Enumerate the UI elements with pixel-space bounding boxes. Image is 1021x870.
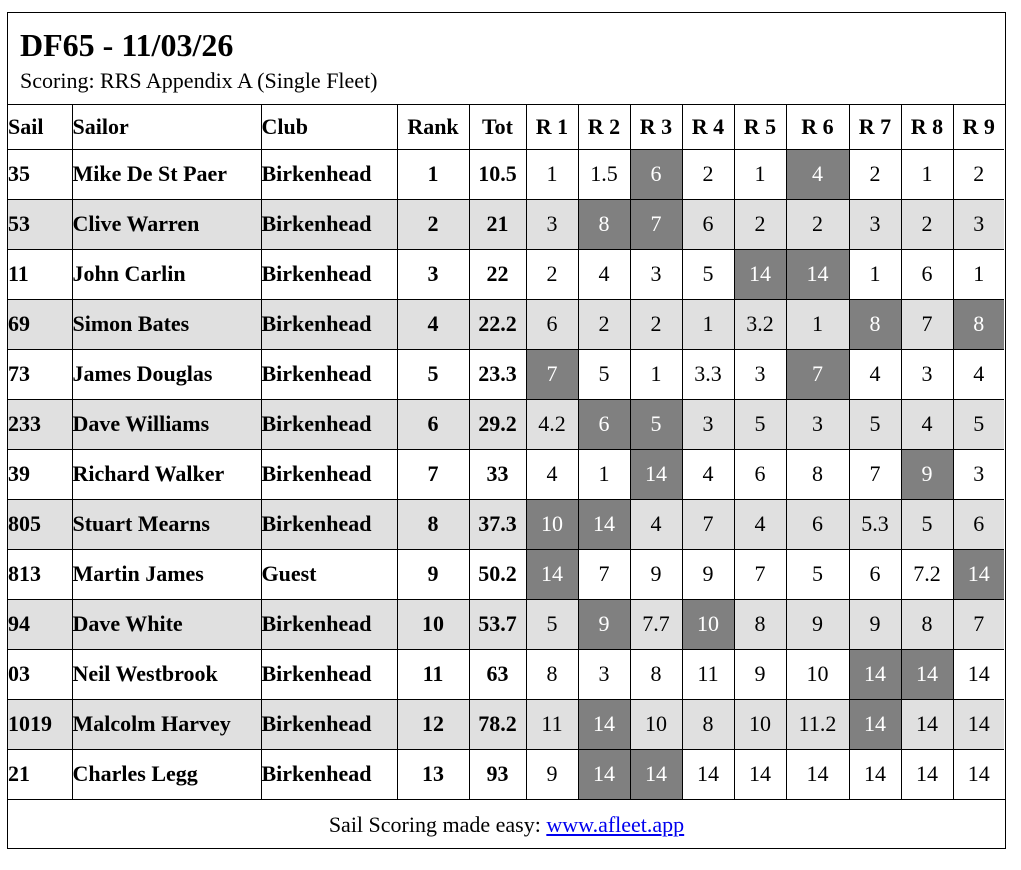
race-score-cell: 1 [578, 449, 630, 499]
race-score-cell: 6 [901, 249, 953, 299]
race-score-cell: 4.2 [526, 399, 578, 449]
table-row [8, 199, 1004, 249]
total-cell: 22 [469, 249, 526, 299]
race-score-cell: 14 [953, 699, 1004, 749]
discarded-race-score-cell: 5 [630, 399, 682, 449]
discarded-race-score-cell: 14 [901, 649, 953, 699]
total-cell: 23.3 [469, 349, 526, 399]
discarded-race-score-cell: 14 [526, 549, 578, 599]
column-header-r-6: R 6 [786, 105, 849, 149]
race-score-cell: 2 [901, 199, 953, 249]
sail-cell: 21 [8, 749, 72, 799]
page-title: DF65 - 11/03/26 [20, 27, 234, 63]
table-row [8, 299, 1004, 349]
race-score-cell: 1 [734, 149, 786, 199]
race-score-cell: 4 [953, 349, 1004, 399]
race-score-cell: 14 [953, 749, 1004, 799]
club-cell: Birkenhead [261, 599, 397, 649]
sail-cell: 35 [8, 149, 72, 199]
table-row [8, 699, 1004, 749]
table-row [8, 599, 1004, 649]
race-score-cell: 8 [526, 649, 578, 699]
table-row [8, 399, 1004, 449]
race-score-cell: 5 [953, 399, 1004, 449]
race-score-cell: 1 [526, 149, 578, 199]
race-score-cell: 3.2 [734, 299, 786, 349]
race-score-cell: 8 [901, 599, 953, 649]
race-score-cell: 2 [849, 149, 901, 199]
race-score-cell: 14 [786, 749, 849, 799]
afleet-link[interactable]: www.afleet.app [546, 812, 685, 837]
race-score-cell: 5 [734, 399, 786, 449]
race-score-cell: 6 [526, 299, 578, 349]
table-row [8, 549, 1004, 599]
race-score-cell: 4 [682, 449, 734, 499]
column-header-r-4: R 4 [682, 105, 734, 149]
race-score-cell: 9 [526, 749, 578, 799]
discarded-race-score-cell: 14 [953, 549, 1004, 599]
race-score-cell: 6 [734, 449, 786, 499]
discarded-race-score-cell: 14 [578, 699, 630, 749]
total-cell: 63 [469, 649, 526, 699]
race-score-cell: 5 [578, 349, 630, 399]
rank-cell: 11 [397, 649, 469, 699]
race-score-cell: 5.3 [849, 499, 901, 549]
race-score-cell: 4 [630, 499, 682, 549]
sailor-cell: Stuart Mearns [72, 499, 261, 549]
race-score-cell: 2 [734, 199, 786, 249]
race-score-cell: 10 [786, 649, 849, 699]
race-score-cell: 10 [734, 699, 786, 749]
column-header-r-3: R 3 [630, 105, 682, 149]
column-header-r-8: R 8 [901, 105, 953, 149]
sail-cell: 73 [8, 349, 72, 399]
footer-text: Sail Scoring made easy: [328, 812, 547, 837]
discarded-race-score-cell: 7 [786, 349, 849, 399]
race-score-cell: 4 [901, 399, 953, 449]
race-score-cell: 1 [786, 299, 849, 349]
club-cell: Birkenhead [261, 749, 397, 799]
race-score-cell: 9 [734, 649, 786, 699]
table-row [8, 499, 1004, 549]
race-score-cell: 7.7 [630, 599, 682, 649]
race-score-cell: 7 [734, 549, 786, 599]
rank-cell: 7 [397, 449, 469, 499]
race-score-cell: 9 [630, 549, 682, 599]
club-cell: Birkenhead [261, 299, 397, 349]
race-score-cell: 11 [682, 649, 734, 699]
race-score-cell: 8 [786, 449, 849, 499]
sail-cell: 53 [8, 199, 72, 249]
sail-cell: 03 [8, 649, 72, 699]
club-cell: Birkenhead [261, 349, 397, 399]
discarded-race-score-cell: 14 [849, 699, 901, 749]
sailor-cell: Dave White [72, 599, 261, 649]
sailor-cell: Mike De St Paer [72, 149, 261, 199]
race-score-cell: 14 [901, 699, 953, 749]
race-score-cell: 5 [682, 249, 734, 299]
race-score-cell: 14 [682, 749, 734, 799]
table-body [8, 149, 1004, 799]
club-cell: Birkenhead [261, 449, 397, 499]
sail-cell: 1019 [8, 699, 72, 749]
race-score-cell: 2 [953, 149, 1004, 199]
rank-cell: 2 [397, 199, 469, 249]
race-score-cell: 7 [953, 599, 1004, 649]
race-score-cell: 3 [630, 249, 682, 299]
total-cell: 53.7 [469, 599, 526, 649]
total-cell: 50.2 [469, 549, 526, 599]
rank-cell: 9 [397, 549, 469, 599]
club-cell: Birkenhead [261, 699, 397, 749]
race-score-cell: 3.3 [682, 349, 734, 399]
column-header-r-2: R 2 [578, 105, 630, 149]
rank-cell: 8 [397, 499, 469, 549]
table-row [8, 649, 1004, 699]
race-score-cell: 1 [953, 249, 1004, 299]
race-score-cell: 11 [526, 699, 578, 749]
sail-cell: 39 [8, 449, 72, 499]
race-score-cell: 4 [578, 249, 630, 299]
sail-cell: 805 [8, 499, 72, 549]
discarded-race-score-cell: 14 [734, 249, 786, 299]
column-header-r-7: R 7 [849, 105, 901, 149]
sailor-cell: Simon Bates [72, 299, 261, 349]
race-score-cell: 8 [682, 699, 734, 749]
column-header-r-1: R 1 [526, 105, 578, 149]
column-header-tot: Tot [469, 105, 526, 149]
sailor-cell: Charles Legg [72, 749, 261, 799]
race-score-cell: 2 [630, 299, 682, 349]
sailor-cell: Richard Walker [72, 449, 261, 499]
results-sheet [7, 12, 1006, 849]
sailor-cell: John Carlin [72, 249, 261, 299]
race-score-cell: 2 [578, 299, 630, 349]
rank-cell: 5 [397, 349, 469, 399]
table-header-row [8, 105, 1004, 149]
total-cell: 22.2 [469, 299, 526, 349]
club-cell: Birkenhead [261, 499, 397, 549]
race-score-cell: 8 [630, 649, 682, 699]
race-score-cell: 4 [526, 449, 578, 499]
column-header-r-5: R 5 [734, 105, 786, 149]
race-score-cell: 14 [849, 749, 901, 799]
total-cell: 10.5 [469, 149, 526, 199]
discarded-race-score-cell: 6 [578, 399, 630, 449]
race-score-cell: 7 [578, 549, 630, 599]
sailor-cell: Malcolm Harvey [72, 699, 261, 749]
discarded-race-score-cell: 8 [578, 199, 630, 249]
sailor-cell: Neil Westbrook [72, 649, 261, 699]
race-score-cell: 1 [630, 349, 682, 399]
race-score-cell: 2 [786, 199, 849, 249]
results-header [8, 13, 1005, 105]
club-cell: Birkenhead [261, 399, 397, 449]
table-row [8, 449, 1004, 499]
race-score-cell: 3 [578, 649, 630, 699]
race-score-cell: 14 [953, 649, 1004, 699]
race-score-cell: 6 [849, 549, 901, 599]
total-cell: 33 [469, 449, 526, 499]
column-header-rank: Rank [397, 105, 469, 149]
rank-cell: 12 [397, 699, 469, 749]
sailor-cell: Dave Williams [72, 399, 261, 449]
race-score-cell: 8 [734, 599, 786, 649]
race-score-cell: 3 [682, 399, 734, 449]
race-score-cell: 2 [526, 249, 578, 299]
column-header-club: Club [261, 105, 397, 149]
race-score-cell: 7.2 [901, 549, 953, 599]
club-cell: Birkenhead [261, 199, 397, 249]
race-score-cell: 3 [901, 349, 953, 399]
race-score-cell: 1 [901, 149, 953, 199]
race-score-cell: 11.2 [786, 699, 849, 749]
sail-cell: 11 [8, 249, 72, 299]
discarded-race-score-cell: 14 [578, 749, 630, 799]
discarded-race-score-cell: 14 [630, 449, 682, 499]
rank-cell: 4 [397, 299, 469, 349]
sail-cell: 813 [8, 549, 72, 599]
race-score-cell: 2 [682, 149, 734, 199]
discarded-race-score-cell: 8 [953, 299, 1004, 349]
rank-cell: 1 [397, 149, 469, 199]
sailor-cell: Martin James [72, 549, 261, 599]
race-score-cell: 7 [682, 499, 734, 549]
column-header-sailor: Sailor [72, 105, 261, 149]
discarded-race-score-cell: 14 [630, 749, 682, 799]
race-score-cell: 7 [849, 449, 901, 499]
discarded-race-score-cell: 9 [901, 449, 953, 499]
discarded-race-score-cell: 4 [786, 149, 849, 199]
table-row [8, 749, 1004, 799]
sail-cell: 94 [8, 599, 72, 649]
race-score-cell: 10 [630, 699, 682, 749]
race-score-cell: 7 [901, 299, 953, 349]
race-score-cell: 4 [734, 499, 786, 549]
race-score-cell: 14 [734, 749, 786, 799]
scoring-system: Scoring: RRS Appendix A (Single Fleet) [20, 68, 378, 93]
total-cell: 37.3 [469, 499, 526, 549]
race-score-cell: 9 [682, 549, 734, 599]
footer [8, 799, 1005, 848]
column-header-r-9: R 9 [953, 105, 1004, 149]
discarded-race-score-cell: 10 [682, 599, 734, 649]
race-score-cell: 3 [526, 199, 578, 249]
table-row [8, 249, 1004, 299]
discarded-race-score-cell: 9 [578, 599, 630, 649]
race-score-cell: 1 [682, 299, 734, 349]
race-score-cell: 9 [786, 599, 849, 649]
total-cell: 78.2 [469, 699, 526, 749]
race-score-cell: 4 [849, 349, 901, 399]
discarded-race-score-cell: 7 [630, 199, 682, 249]
discarded-race-score-cell: 6 [630, 149, 682, 199]
race-score-cell: 6 [953, 499, 1004, 549]
race-score-cell: 3 [953, 199, 1004, 249]
race-score-cell: 6 [786, 499, 849, 549]
race-score-cell: 5 [901, 499, 953, 549]
rank-cell: 3 [397, 249, 469, 299]
discarded-race-score-cell: 8 [849, 299, 901, 349]
table-row [8, 149, 1004, 199]
sail-cell: 69 [8, 299, 72, 349]
sailor-cell: James Douglas [72, 349, 261, 399]
race-score-cell: 5 [786, 549, 849, 599]
table-row [8, 349, 1004, 399]
discarded-race-score-cell: 7 [526, 349, 578, 399]
total-cell: 29.2 [469, 399, 526, 449]
race-score-cell: 5 [849, 399, 901, 449]
total-cell: 21 [469, 199, 526, 249]
club-cell: Birkenhead [261, 249, 397, 299]
discarded-race-score-cell: 14 [849, 649, 901, 699]
rank-cell: 6 [397, 399, 469, 449]
results-table [8, 105, 1004, 800]
race-score-cell: 3 [849, 199, 901, 249]
total-cell: 93 [469, 749, 526, 799]
race-score-cell: 9 [849, 599, 901, 649]
race-score-cell: 14 [901, 749, 953, 799]
sailor-cell: Clive Warren [72, 199, 261, 249]
rank-cell: 10 [397, 599, 469, 649]
race-score-cell: 3 [953, 449, 1004, 499]
discarded-race-score-cell: 14 [578, 499, 630, 549]
club-cell: Birkenhead [261, 649, 397, 699]
race-score-cell: 1.5 [578, 149, 630, 199]
race-score-cell: 1 [849, 249, 901, 299]
club-cell: Guest [261, 549, 397, 599]
column-header-sail: Sail [8, 105, 72, 149]
discarded-race-score-cell: 10 [526, 499, 578, 549]
race-score-cell: 5 [526, 599, 578, 649]
race-score-cell: 6 [682, 199, 734, 249]
race-score-cell: 3 [786, 399, 849, 449]
race-score-cell: 3 [734, 349, 786, 399]
discarded-race-score-cell: 14 [786, 249, 849, 299]
club-cell: Birkenhead [261, 149, 397, 199]
rank-cell: 13 [397, 749, 469, 799]
sail-cell: 233 [8, 399, 72, 449]
